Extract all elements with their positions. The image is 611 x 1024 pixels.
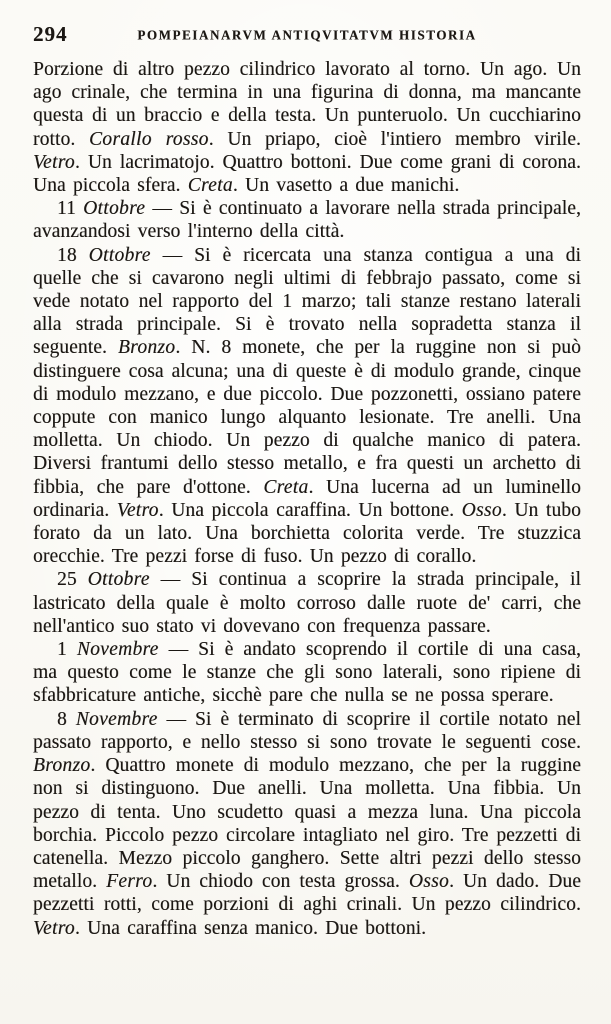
text-segment: Porzione di altro pezzo cilindrico lavorato al torno. Un ago. Un ago crinale, che termina in una figurina di donna, ma mancante questa di un braccio e della testa. Un punteruolo. Un cucchiarino rotto. — [33, 59, 581, 150]
paragraph — [33, 58, 581, 197]
italic-text-segment: Vetro — [116, 499, 159, 521]
text-segment: . Un dado. Due pezzetti rotti, come porzioni di aghi crinali. Un pezzo cilindrico. — [33, 871, 581, 916]
italic-text-segment: Osso — [408, 871, 450, 893]
italic-text-segment: Bronzo — [117, 337, 176, 359]
text-segment: — Si è ricercata una stanza contigua a una di quelle che si cavarono negli ultimi di febbrajo passato, come si vede notato nel rapporto del 1 marzo; tali stanze restano laterali alla strada principale. Si è trovato nella sopradetta stanza il seguente. — [33, 244, 581, 359]
text-segment: . Una caraffina senza manico. Due bottoni. — [74, 917, 427, 939]
paragraph — [33, 638, 581, 708]
italic-text-segment: Creta — [187, 175, 233, 197]
text-segment: — Si è terminato di scoprire il cortile notato nel passato rapporto, e nello stesso si sono trovate le seguenti cose. — [33, 708, 581, 753]
italic-text-segment: Ottobre — [88, 244, 151, 266]
text-segment: — Si è continuato a lavorare nella strada principale, avanzandosi verso l'interno della città. — [33, 198, 581, 243]
paragraph — [33, 568, 581, 638]
running-title: POMPEIANARVM ANTIQVITATVM HISTORIA — [137, 26, 477, 43]
italic-text-segment: Novembre — [76, 639, 159, 661]
italic-text-segment: Ferro — [106, 871, 153, 893]
italic-text-segment: Ottobre — [83, 198, 146, 220]
italic-text-segment: Creta — [263, 476, 309, 498]
italic-text-segment: Vetro — [33, 151, 75, 173]
text-segment: 8 — [57, 708, 76, 730]
text-segment: . Quattro monete di modulo mezzano, che per la ruggine non si distinguono. Due anelli. Una molletta. Una fibbia. Un pezzo di tenta. Uno scudetto quasi a mezza luna. Una piccola borchia. Piccolo pezzo circolare intagliato nel giro. Tre pezzetti di catenella. Mezzo piccolo ganghero. Sette altri pezzi dello stesso metallo. — [33, 755, 581, 893]
italic-text-segment: Bronzo — [33, 755, 91, 777]
text-segment: 1 — [57, 639, 77, 661]
text-segment: . Un lacrimatojo. Quattro bottoni. Due come grani di corona. Una piccola sfera. — [33, 151, 581, 197]
page-text-body — [33, 58, 581, 940]
text-segment: . Un priapo, cioè l'intiero membro virile. — [208, 128, 582, 150]
paragraph — [33, 708, 581, 940]
italic-text-segment: Novembre — [75, 708, 158, 730]
text-segment: . Una lucerna ad un luminello ordinaria. — [33, 476, 581, 521]
italic-text-segment: Ottobre — [87, 569, 150, 591]
italic-text-segment: Osso — [461, 499, 502, 521]
text-segment: . Un chiodo con testa grossa. — [152, 871, 409, 893]
text-segment: . Un tubo forato da un lato. Una borchietta colorita verde. Tre stuzzica orecchie. Tre pezzi forse di fuso. Un pezzo di corallo. — [33, 499, 581, 568]
paragraph — [33, 197, 581, 243]
paragraph — [33, 244, 581, 569]
page-number: 294 — [33, 22, 68, 46]
text-segment: . Un vasetto a due manichi. — [232, 175, 460, 197]
text-segment: . Una piccola caraffina. Un bottone. — [158, 499, 462, 521]
italic-text-segment: Corallo rosso — [88, 128, 209, 150]
text-segment: — Si continua a scoprire la strada principale, il lastricato della quale è molto corroso dalle ruote de' carri, che nell'antico suo stato vi dovevano con frequenza passare. — [33, 569, 581, 637]
text-segment: . N. 8 monete, che per la ruggine non si può distinguere cosa alcuna; una di queste è di modulo grande, cinque di modulo mezzano, e due piccolo. Due pozzonetti, ossiano patere coppute con manico lungo alquanto lesionate. Tre anelli. Una molletta. Un chiodo. Un pezzo di qualche manico di patera. Diversi frantumi dello stesso metallo, e fra questi un archetto di fibbia, che pare d'ottone. — [33, 337, 582, 498]
page-header — [33, 22, 581, 48]
italic-text-segment: Vetro — [33, 917, 75, 939]
text-segment: 25 — [57, 569, 88, 591]
text-segment: 18 — [57, 244, 89, 266]
text-segment: 11 — [57, 198, 84, 220]
text-segment: — Si è andato scoprendo il cortile di una casa, ma questo come le stanze che gli sono laterali, sono ripiene di sfabbricature antiche, sicchè pare che nulla se ne possa sperare. — [33, 639, 581, 707]
